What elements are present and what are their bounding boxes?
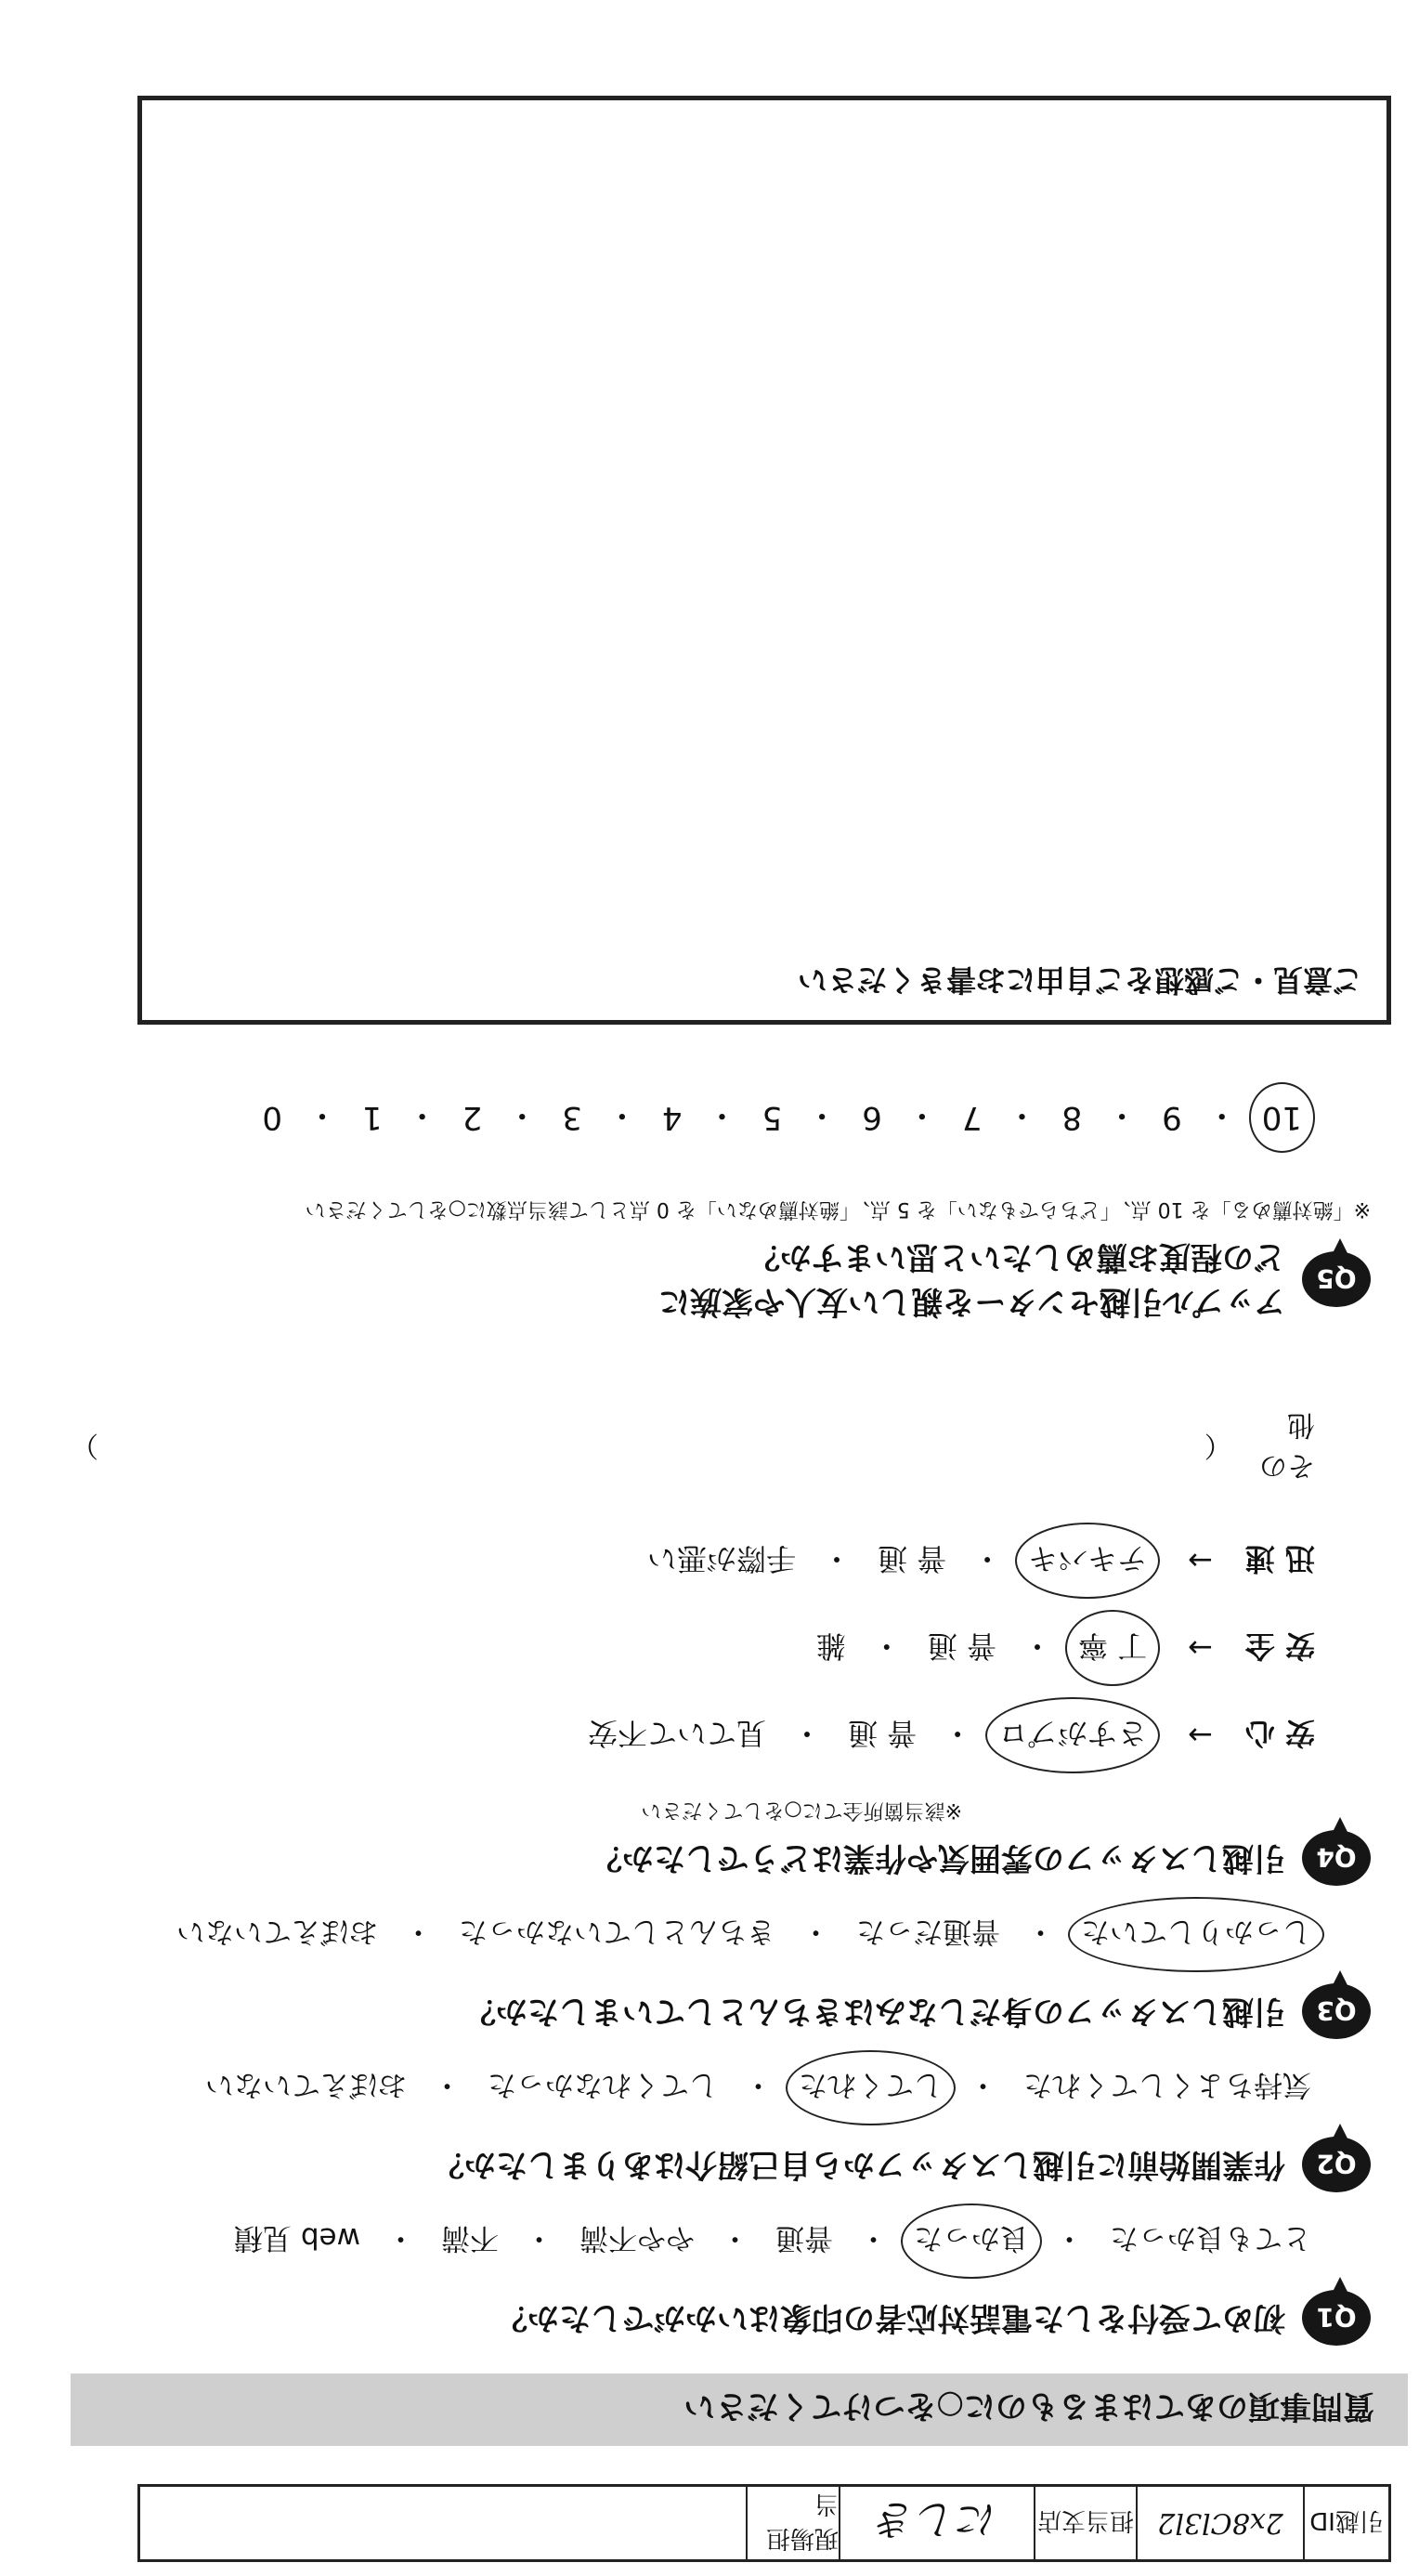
site-staff-field[interactable] — [140, 2487, 746, 2559]
q5-score[interactable]: 5 — [762, 1099, 783, 1137]
q4-row-label: 安 全 — [1244, 1628, 1315, 1664]
q2-options — [71, 2063, 1315, 2112]
staff-info-table — [137, 2484, 1391, 2562]
q2-option[interactable]: 気持ちよくしてくれた — [1023, 2068, 1311, 2101]
separator: ・ — [806, 1096, 839, 1133]
q3-option[interactable]: おぼえていない — [176, 1915, 378, 1948]
branch-field[interactable]: にしき — [839, 2487, 1034, 2559]
q3-badge: Q3 — [1302, 1983, 1371, 2039]
q2-badge: Q2 — [1302, 2137, 1371, 2192]
q2-option-selected[interactable]: してくれた — [795, 2063, 946, 2112]
q3-options — [71, 1910, 1315, 1959]
q4-option[interactable]: 普 通 — [927, 1628, 996, 1664]
q4-option-selected[interactable]: テキパキ — [1024, 1536, 1151, 1586]
q4-other-row — [71, 1407, 1315, 1489]
q4-other-close: ） — [71, 1429, 98, 1461]
q4-option-selected[interactable]: さすがプロ — [995, 1710, 1151, 1760]
separator: ・ — [1022, 1628, 1052, 1664]
q5-score[interactable]: 6 — [862, 1099, 882, 1137]
separator: ・ — [791, 1716, 822, 1751]
arrow-icon: → — [1188, 1630, 1213, 1666]
q4-note: ※該当箇所全てに○をしてください — [641, 1798, 962, 1822]
survey-questions — [71, 1071, 1408, 2446]
q5-score[interactable]: 9 — [1162, 1099, 1182, 1137]
question-q1 — [71, 2216, 1371, 2346]
q2-option[interactable]: してくれなかった — [488, 2068, 718, 2101]
q3-option[interactable]: きちんとしていなかった — [459, 1915, 775, 1948]
q5-score[interactable]: 1 — [361, 1099, 383, 1137]
q5-text-line1: アップル引越センターを親しい友人や家族に — [658, 1283, 1285, 1320]
q4-option[interactable]: 雑 — [815, 1628, 846, 1664]
q1-option[interactable]: 不満 — [441, 2221, 499, 2255]
separator: ・ — [306, 1096, 338, 1133]
q1-options — [71, 2216, 1315, 2266]
separator: ・ — [525, 2221, 553, 2255]
separator: ・ — [871, 1628, 902, 1664]
arrow-icon: → — [1188, 1718, 1213, 1753]
question-q4 — [71, 1407, 1371, 1886]
q4-option[interactable]: 手際が悪い — [646, 1541, 796, 1576]
separator: ・ — [972, 1541, 1003, 1576]
separator: ・ — [721, 2221, 749, 2255]
site-staff-label: 現場担当 — [746, 2487, 839, 2559]
q4-row-label: 安 心 — [1244, 1716, 1315, 1751]
branch-label: 担当支店 — [1034, 2487, 1136, 2559]
q2-text: 作業開始前に引越しスタッフから自己紹介はありましたか？ — [433, 2146, 1285, 2183]
separator: ・ — [433, 2068, 462, 2101]
separator: ・ — [1106, 1096, 1139, 1133]
comment-box[interactable] — [137, 96, 1391, 1025]
q4-other-label: その他 — [1259, 1408, 1315, 1482]
q5-score[interactable]: 8 — [1061, 1099, 1083, 1137]
separator: ・ — [801, 1915, 830, 1948]
q3-option-selected[interactable]: しっかりしていた — [1077, 1910, 1315, 1959]
q4-row-anshin — [71, 1710, 1315, 1760]
separator: ・ — [605, 1096, 638, 1133]
q4-option[interactable]: 普 通 — [877, 1541, 947, 1576]
separator: ・ — [1205, 1096, 1238, 1133]
separator: ・ — [1006, 1096, 1038, 1133]
q5-scale — [71, 1095, 1306, 1141]
q5-score[interactable]: 7 — [961, 1099, 983, 1137]
q4-text: 引越しスタッフの雰囲気や作業はどうでしたか？ — [591, 1839, 1285, 1876]
instruction-bar: 質問事項のあてはまるものに○をつけてください — [71, 2373, 1408, 2446]
q3-option[interactable]: 普通だった — [856, 1915, 1000, 1948]
arrow-icon: → — [1188, 1543, 1213, 1578]
q4-option[interactable]: 普 通 — [847, 1716, 918, 1751]
separator: ・ — [386, 2221, 415, 2255]
q5-score[interactable]: 3 — [562, 1099, 582, 1137]
question-q3 — [71, 1910, 1371, 2039]
q2-option[interactable]: おぼえていない — [205, 2068, 407, 2101]
q1-option[interactable]: やや不満 — [579, 2221, 695, 2255]
separator: ・ — [943, 1716, 973, 1751]
question-q5 — [71, 1095, 1371, 1324]
q1-option-selected[interactable]: 良かった — [910, 2216, 1033, 2266]
separator: ・ — [969, 2068, 997, 2101]
q4-other-open: （ — [1204, 1429, 1232, 1461]
q1-option[interactable]: とても良かった — [1110, 2221, 1311, 2255]
q5-score-selected[interactable]: 10 — [1258, 1096, 1306, 1141]
q1-badge: Q1 — [1302, 2290, 1371, 2346]
q4-row-jinsoku — [71, 1536, 1315, 1586]
separator: ・ — [506, 1096, 539, 1133]
separator: ・ — [859, 2221, 888, 2255]
separator: ・ — [1055, 2221, 1084, 2255]
separator: ・ — [406, 1096, 438, 1133]
comment-label: ご意見・ご感想をご自由にお書きください — [797, 962, 1362, 998]
separator: ・ — [404, 1915, 433, 1948]
q5-score[interactable]: 0 — [262, 1099, 282, 1137]
q4-row-anzen — [71, 1623, 1315, 1673]
separator: ・ — [905, 1096, 938, 1133]
separator: ・ — [706, 1096, 738, 1133]
q4-option[interactable]: 見ていて不安 — [587, 1716, 766, 1751]
q1-option[interactable]: 普通 — [775, 2221, 833, 2255]
q5-note: ※「絶対薦める」を 10 点、「どちらでもない」を 5 点、「絶対薦めない」を 0 点として該当点数に○をしてください — [305, 1197, 1371, 1221]
q1-option[interactable]: web 見積 — [234, 2221, 360, 2255]
q1-text: 初めて受付をした電話対応者の印象はいかがでしたか？ — [496, 2299, 1285, 2336]
q5-badge: Q5 — [1302, 1251, 1371, 1307]
separator: ・ — [744, 2068, 773, 2101]
q4-badge: Q4 — [1302, 1830, 1371, 1886]
separator: ・ — [1026, 1915, 1055, 1948]
question-q2 — [71, 2063, 1371, 2192]
q5-score[interactable]: 4 — [661, 1099, 683, 1137]
move-id-label: 引越ID — [1303, 2487, 1388, 2559]
separator: ・ — [821, 1541, 852, 1576]
q3-text: 引越しスタッフの身だしなみはきちんとしていましたか？ — [464, 1993, 1285, 2030]
q5-score[interactable]: 2 — [462, 1099, 483, 1137]
q4-row-label: 迅 速 — [1244, 1541, 1315, 1576]
q4-option-selected[interactable]: 丁 寧 — [1074, 1623, 1151, 1673]
move-id-field[interactable]: 2x8Cl3l2 — [1136, 2487, 1303, 2559]
q5-text-line2: どの程度お薦めしたいと思いますか？ — [749, 1238, 1285, 1275]
